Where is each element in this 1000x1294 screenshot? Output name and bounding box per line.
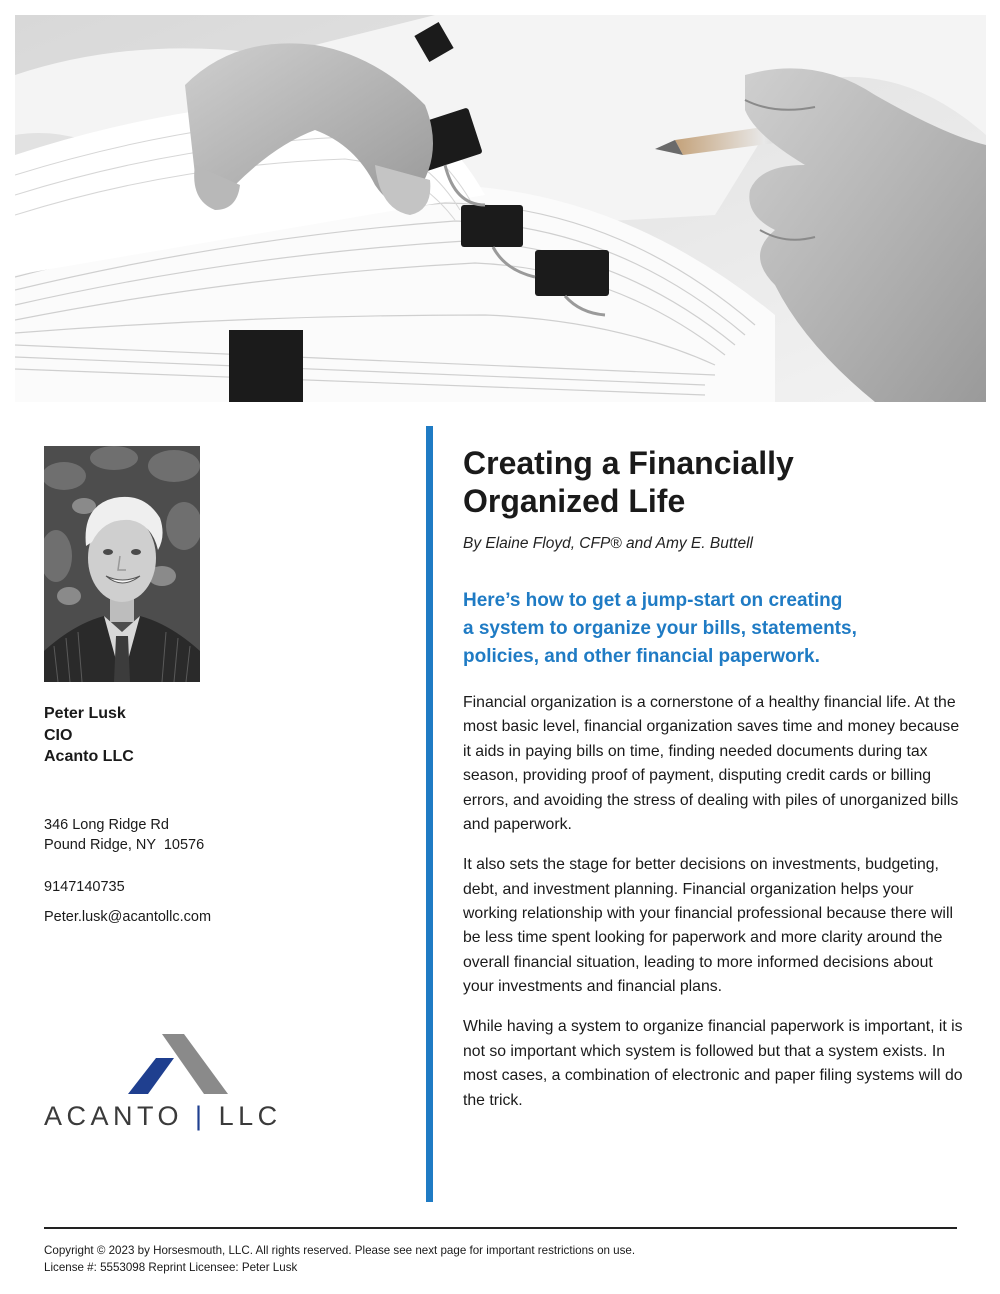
footer-copyright: Copyright © 2023 by Horsesmouth, LLC. All rights reserved. Please see next page for important restrictions on use. [44, 1244, 636, 1257]
logo-word-acanto: ACANTO [44, 1101, 184, 1131]
advisor-portrait-illustration [44, 446, 200, 682]
article-paragraph-1: Financial organization is a cornerstone of a healthy financial life. At the most basic level, financial organization saves time and money because it aids in paying bills on time, finding needed documents during tax season, providing proof of payment, disputing credit cards or billing errors, and avoiding the stress of dealing with piles of unorganized bills and paperwork. [463, 694, 960, 834]
advisor-identity [44, 703, 384, 768]
logo-separator: | [195, 1101, 207, 1131]
title-line-1: Creating a Financially [463, 445, 794, 481]
advisor-photo [44, 446, 200, 682]
address-line-1: 346 Long Ridge Rd [44, 816, 169, 833]
address-line-2: Pound Ridge, NY 10576 [44, 836, 205, 853]
advisor-address [44, 815, 384, 855]
subhead-line-2: a system to organize your bills, statements, [463, 618, 857, 639]
article-title [463, 444, 963, 520]
logo-wordmark [44, 1101, 282, 1132]
advisor-panel [44, 446, 384, 927]
subhead-line-3: policies, and other financial paperwork. [463, 646, 820, 667]
advisor-name: Peter Lusk [44, 705, 126, 722]
footer [44, 1242, 957, 1276]
logo-mark-icon [124, 1034, 228, 1096]
footer-divider [44, 1227, 957, 1229]
hero-image [15, 15, 986, 402]
title-line-2: Organized Life [463, 483, 686, 519]
column-divider [426, 426, 433, 1202]
advisor-company: Acanto LLC [44, 748, 134, 765]
article-paragraph-3: While having a system to organize financial paperwork is important, it is not so important which system is followed but that a system exists. In most cases, a combination of electronic and paper filing systems will do the trick. [463, 1018, 963, 1109]
footer-license: License #: 5553098 Reprint Licensee: Peter Lusk [44, 1261, 298, 1274]
article-paragraph-2: It also sets the stage for better decisions on investments, budgeting, debt, and investment planning. Financial organization helps your working relationship with your financial professional because there will be less time spent looking for paperwork and more clarity around the overall financial situation, leading to more informed decisions about your investments and financial plans. [463, 856, 953, 996]
advisor-phone: 9147140735 [44, 878, 125, 895]
subhead-line-1: Here’s how to get a jump-start on creating [463, 590, 843, 611]
advisor-email: Peter.lusk@acantollc.com [44, 908, 212, 925]
article [463, 444, 963, 1129]
article-byline: By Elaine Floyd, CFP® and Amy E. Buttell [463, 535, 753, 552]
hero-photo-illustration [15, 15, 986, 402]
company-logo [44, 1034, 284, 1134]
article-subhead [463, 587, 963, 671]
advisor-role: CIO [44, 726, 73, 744]
logo-word-llc: LLC [218, 1101, 282, 1131]
